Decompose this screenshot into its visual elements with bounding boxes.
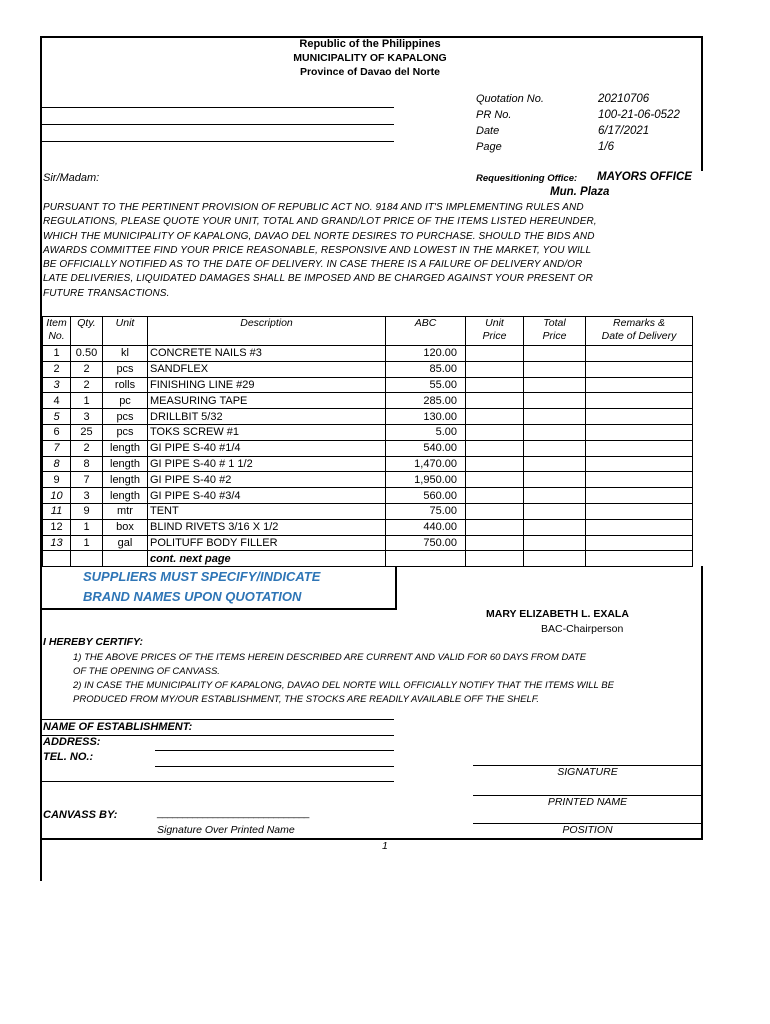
description-cell: SANDFLEX xyxy=(148,361,386,377)
date-label: Date xyxy=(476,125,500,137)
qty-cell: 3 xyxy=(71,488,103,504)
qty-cell: 25 xyxy=(71,424,103,440)
unit-price-cell xyxy=(466,409,524,425)
total-price-cell xyxy=(524,409,586,425)
remarks-cell xyxy=(586,535,693,551)
remarks-cell xyxy=(586,440,693,456)
requisition-place: Mun. Plaza xyxy=(550,186,610,198)
intro-line: FUTURE TRANSACTIONS. xyxy=(43,287,170,299)
table-row xyxy=(43,393,693,409)
description-cell: CONCRETE NAILS #3 xyxy=(148,346,386,362)
item-no-cell: 8 xyxy=(43,456,71,472)
abc-cell: 750.00 xyxy=(386,535,466,551)
address-label: ADDRESS: xyxy=(43,736,101,748)
remarks-cell xyxy=(586,519,693,535)
page-number: 1 xyxy=(382,840,388,852)
unit-price-cell xyxy=(466,424,524,440)
remarks-cell xyxy=(586,361,693,377)
unit-cell: gal xyxy=(103,535,148,551)
abc-cell: 55.00 xyxy=(386,377,466,393)
description-cell: DRILLBIT 5/32 xyxy=(148,409,386,425)
unit-cell: length xyxy=(103,472,148,488)
pr-label: PR No. xyxy=(476,109,512,121)
blank-line-2 xyxy=(42,124,394,125)
unit-cell: length xyxy=(103,440,148,456)
remarks-cell xyxy=(586,456,693,472)
brand-notice-line1: SUPPLIERS MUST SPECIFY/INDICATE xyxy=(83,569,321,584)
certify-line: PRODUCED FROM MY/OUR ESTABLISHMENT, THE STOCKS ARE READILY AVAILABLE OFF THE SHELF. xyxy=(73,694,539,705)
total-price-cell xyxy=(524,346,586,362)
col-remarks: Remarks & Date of Delivery xyxy=(586,317,693,346)
brand-notice-line2: BRAND NAMES UPON QUOTATION xyxy=(83,589,302,604)
qty-cell: 1 xyxy=(71,519,103,535)
item-no-cell: 12 xyxy=(43,519,71,535)
printed-name-caption: PRINTED NAME xyxy=(547,796,628,808)
table-row xyxy=(43,377,693,393)
pr-value: 100-21-06-0522 xyxy=(598,109,680,121)
date-value: 6/17/2021 xyxy=(598,125,650,137)
table-row xyxy=(43,456,693,472)
col-total-price: Total Price xyxy=(524,317,586,346)
table-row xyxy=(43,472,693,488)
remarks-cell xyxy=(586,503,693,519)
unit-cell: pc xyxy=(103,393,148,409)
intro-line: LATE DELIVERIES, LIQUIDATED DAMAGES SHALL BE IMPOSED AND BE CHARGED AGAINST YOUR PRESENT OR xyxy=(43,273,593,285)
chairperson-title: BAC-Chairperson xyxy=(541,623,624,635)
unit-price-cell xyxy=(466,488,524,504)
header-municipality: MUNICIPALITY OF KAPALONG xyxy=(293,52,447,64)
blank-line-1 xyxy=(42,107,394,108)
requisition-office: MAYORS OFFICE xyxy=(597,171,692,183)
header-republic: Republic of the Philippines xyxy=(299,38,441,50)
unit-price-cell xyxy=(466,393,524,409)
abc-cell: 560.00 xyxy=(386,488,466,504)
col-unit-price: Unit Price xyxy=(466,317,524,346)
unit-cell: kl xyxy=(103,346,148,362)
remarks-cell xyxy=(586,424,693,440)
unit-cell: pcs xyxy=(103,424,148,440)
quotation-value: 20210706 xyxy=(598,93,650,105)
remarks-cell xyxy=(586,472,693,488)
total-price-cell xyxy=(524,488,586,504)
col-description: Description xyxy=(148,317,386,346)
supplier-bottom-line xyxy=(42,781,394,782)
total-price-cell xyxy=(524,424,586,440)
canvass-label: CANVASS BY: xyxy=(43,809,118,821)
table-row xyxy=(43,361,693,377)
items-table xyxy=(42,316,693,567)
item-rows xyxy=(43,346,693,551)
abc-cell: 85.00 xyxy=(386,361,466,377)
unit-price-cell xyxy=(466,535,524,551)
abc-cell: 1,470.00 xyxy=(386,456,466,472)
bottom-border xyxy=(40,838,703,840)
table-row xyxy=(43,535,693,551)
remarks-cell xyxy=(586,377,693,393)
item-no-cell: 5 xyxy=(43,409,71,425)
certify-line: 2) IN CASE THE MUNICIPALITY OF KAPALONG, DAVAO DEL NORTE WILL OFFICIALLY NOTIFY THAT THE ITEMS WILL BE xyxy=(73,680,614,691)
canvass-signature-line: ______________________________ xyxy=(157,808,309,819)
abc-cell: 5.00 xyxy=(386,424,466,440)
item-no-cell: 11 xyxy=(43,503,71,519)
qty-cell: 2 xyxy=(71,440,103,456)
table-row xyxy=(43,519,693,535)
unit-price-cell xyxy=(466,361,524,377)
intro-line: WHICH THE MUNICIPALITY OF KAPALONG, DAVAO DEL NORTE DESIRES TO PURCHASE. SHOULD THE BIDS AND xyxy=(43,230,595,242)
unit-cell: length xyxy=(103,488,148,504)
unit-cell: rolls xyxy=(103,377,148,393)
position-caption: POSITION xyxy=(562,824,613,836)
qty-cell: 8 xyxy=(71,456,103,472)
abc-cell: 1,950.00 xyxy=(386,472,466,488)
unit-cell: length xyxy=(103,456,148,472)
total-price-cell xyxy=(524,393,586,409)
quotation-label: Quotation No. xyxy=(476,93,544,105)
table-row xyxy=(43,424,693,440)
unit-price-cell xyxy=(466,519,524,535)
description-cell: MEASURING TAPE xyxy=(148,393,386,409)
intro-line: AWARDS COMMITTEE FIND YOUR PRICE REASONABLE, RESPONSIVE AND LOWEST IN THE MARKET, YOU WILL xyxy=(43,244,592,256)
unit-price-cell xyxy=(466,346,524,362)
description-cell: GI PIPE S-40 #3/4 xyxy=(148,488,386,504)
intro-line: BE OFFICIALLY NOTIFIED AS TO THE DATE OF DELIVERY. IN CASE THERE IS A FAILURE OF DELIVERY AND/OR xyxy=(43,259,583,271)
total-price-cell xyxy=(524,535,586,551)
item-no-cell: 1 xyxy=(43,346,71,362)
item-no-cell: 4 xyxy=(43,393,71,409)
establishment-label: NAME OF ESTABLISHMENT: xyxy=(43,721,193,733)
salutation: Sir/Madam: xyxy=(43,172,100,184)
table-row xyxy=(43,503,693,519)
total-price-cell xyxy=(524,519,586,535)
total-price-cell xyxy=(524,377,586,393)
table-row xyxy=(43,440,693,456)
continuation-text: cont. next page xyxy=(148,551,386,567)
description-cell: POLITUFF BODY FILLER xyxy=(148,535,386,551)
abc-cell: 540.00 xyxy=(386,440,466,456)
signature-caption: SIGNATURE xyxy=(557,766,618,778)
table-row xyxy=(43,488,693,504)
certify-line: OF THE OPENING OF CANVASS. xyxy=(73,666,220,677)
intro-line: REGULATIONS, PLEASE QUOTE YOUR UNIT, TOTAL AND GRAND/LOT PRICE OF THE ITEMS LISTED HEREUNDER, xyxy=(43,216,597,228)
col-unit: Unit xyxy=(103,317,148,346)
total-price-cell xyxy=(524,440,586,456)
item-no-cell: 10 xyxy=(43,488,71,504)
blank-line-3 xyxy=(42,141,394,142)
item-no-cell: 9 xyxy=(43,472,71,488)
certify-line: 1) THE ABOVE PRICES OF THE ITEMS HEREIN DESCRIBED ARE CURRENT AND VALID FOR 60 DAYS FROM DATE xyxy=(73,652,587,663)
tel-field-line xyxy=(155,766,394,767)
abc-cell: 75.00 xyxy=(386,503,466,519)
item-no-cell: 6 xyxy=(43,424,71,440)
unit-price-cell xyxy=(466,472,524,488)
unit-price-cell xyxy=(466,503,524,519)
unit-cell: pcs xyxy=(103,361,148,377)
total-price-cell xyxy=(524,361,586,377)
qty-cell: 1 xyxy=(71,535,103,551)
canvass-caption: Signature Over Printed Name xyxy=(157,824,295,836)
total-price-cell xyxy=(524,472,586,488)
col-abc: ABC xyxy=(386,317,466,346)
unit-cell: box xyxy=(103,519,148,535)
intro-line: PURSUANT TO THE PERTINENT PROVISION OF REPUBLIC ACT NO. 9184 AND IT'S IMPLEMENTING RULES AND xyxy=(43,202,584,213)
item-no-cell: 7 xyxy=(43,440,71,456)
description-cell: BLIND RIVETS 3/16 X 1/2 xyxy=(148,519,386,535)
col-qty: Qty. xyxy=(71,317,103,346)
item-no-cell: 13 xyxy=(43,535,71,551)
intro-paragraph xyxy=(43,201,683,301)
unit-cell: pcs xyxy=(103,409,148,425)
table-header-row xyxy=(43,317,693,346)
establishment-top-line xyxy=(42,719,394,720)
remarks-cell xyxy=(586,346,693,362)
qty-cell: 9 xyxy=(71,503,103,519)
abc-cell: 285.00 xyxy=(386,393,466,409)
table-row xyxy=(43,409,693,425)
remarks-cell xyxy=(586,393,693,409)
description-cell: TOKS SCREW #1 xyxy=(148,424,386,440)
qty-cell: 1 xyxy=(71,393,103,409)
description-cell: GI PIPE S-40 #1/4 xyxy=(148,440,386,456)
continuation-row xyxy=(43,551,693,567)
table-row xyxy=(43,346,693,362)
unit-cell: mtr xyxy=(103,503,148,519)
description-cell: GI PIPE S-40 # 1 1/2 xyxy=(148,456,386,472)
qty-cell: 0.50 xyxy=(71,346,103,362)
page-value: 1/6 xyxy=(598,141,614,153)
unit-price-cell xyxy=(466,440,524,456)
abc-cell: 440.00 xyxy=(386,519,466,535)
qty-cell: 2 xyxy=(71,361,103,377)
item-no-cell: 3 xyxy=(43,377,71,393)
qty-cell: 2 xyxy=(71,377,103,393)
description-cell: TENT xyxy=(148,503,386,519)
total-price-cell xyxy=(524,503,586,519)
col-item-no: Item No. xyxy=(43,317,71,346)
abc-cell: 130.00 xyxy=(386,409,466,425)
qty-cell: 3 xyxy=(71,409,103,425)
item-no-cell: 2 xyxy=(43,361,71,377)
chairperson-name: MARY ELIZABETH L. EXALA xyxy=(486,608,629,620)
description-cell: FINISHING LINE #29 xyxy=(148,377,386,393)
header-province: Province of Davao del Norte xyxy=(299,66,441,78)
description-cell: GI PIPE S-40 #2 xyxy=(148,472,386,488)
page-label: Page xyxy=(476,141,502,153)
remarks-cell xyxy=(586,409,693,425)
tel-label: TEL. NO.: xyxy=(43,751,94,763)
unit-price-cell xyxy=(466,456,524,472)
total-price-cell xyxy=(524,456,586,472)
unit-price-cell xyxy=(466,377,524,393)
abc-cell: 120.00 xyxy=(386,346,466,362)
remarks-cell xyxy=(586,488,693,504)
qty-cell: 7 xyxy=(71,472,103,488)
requisition-label: Requesitioning Office: xyxy=(476,173,578,184)
address-field-line xyxy=(155,750,394,751)
right-border xyxy=(701,36,703,171)
certify-title: I HEREBY CERTIFY: xyxy=(43,636,143,648)
